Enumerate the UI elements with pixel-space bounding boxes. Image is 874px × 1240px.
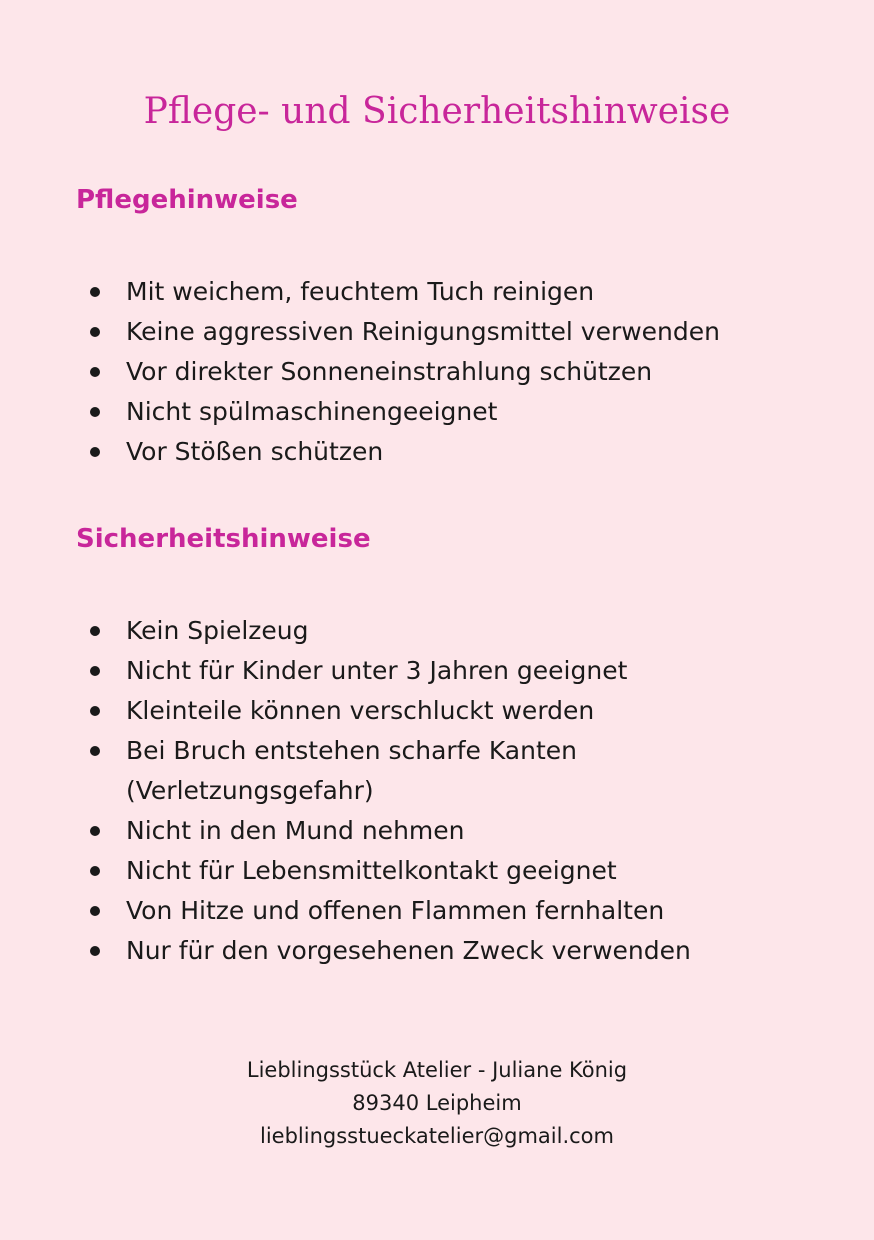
bullet-icon [90, 866, 100, 876]
bullet-icon [90, 327, 100, 337]
footer-contact [0, 1054, 874, 1153]
list-item [86, 432, 826, 472]
list-item [86, 352, 826, 392]
list-item-text: Nicht für Lebensmittelkontakt geeignet [126, 856, 617, 885]
list-item [86, 272, 826, 312]
list-item-text: Vor direkter Sonneneinstrahlung schützen [126, 357, 653, 386]
bullet-icon [90, 447, 100, 457]
list-item [86, 811, 826, 851]
list-item [86, 891, 826, 931]
list-item [86, 611, 826, 651]
list-item-text: Von Hitze und offenen Flammen fernhalten [126, 896, 665, 925]
list-item [86, 312, 826, 352]
bullet-icon [90, 407, 100, 417]
list-item-text: Nicht für Kinder unter 3 Jahren geeignet [126, 656, 628, 685]
bullet-icon [90, 826, 100, 836]
list-item [86, 392, 826, 432]
bullet-icon [90, 287, 100, 297]
list-item [86, 651, 826, 691]
list-item-text: Nicht spülmaschinengeeignet [126, 397, 498, 426]
bullet-icon [90, 706, 100, 716]
safety-list [86, 611, 826, 971]
bullet-icon [90, 626, 100, 636]
list-item [86, 851, 826, 891]
list-item-text: Bei Bruch entstehen scharfe Kanten (Verletzungsgefahr) [126, 736, 577, 805]
footer-company: Lieblingsstück Atelier - Juliane König [246, 1058, 628, 1082]
list-item [86, 931, 826, 971]
bullet-icon [90, 666, 100, 676]
safety-heading: Sicherheitshinweise [76, 524, 371, 554]
footer-email: lieblingsstueckatelier@gmail.com [259, 1124, 614, 1148]
page-title: Pflege- und Sicherheitshinweise [143, 91, 731, 132]
list-item-text: Nicht in den Mund nehmen [126, 816, 465, 845]
bullet-icon [90, 746, 100, 756]
list-item-text: Kleinteile können verschluckt werden [126, 696, 595, 725]
list-item-text: Mit weichem, feuchtem Tuch reinigen [126, 277, 595, 306]
list-item [86, 731, 826, 811]
list-item-text: Vor Stößen schützen [126, 437, 384, 466]
list-item [86, 691, 826, 731]
care-heading: Pflegehinweise [76, 185, 298, 215]
list-item-text: Keine aggressiven Reinigungsmittel verwenden [126, 317, 720, 346]
footer-address: 89340 Leipheim [352, 1091, 522, 1115]
care-list [86, 272, 826, 472]
bullet-icon [90, 367, 100, 377]
list-item-text: Nur für den vorgesehenen Zweck verwenden [126, 936, 691, 965]
bullet-icon [90, 946, 100, 956]
bullet-icon [90, 906, 100, 916]
list-item-text: Kein Spielzeug [126, 616, 309, 645]
